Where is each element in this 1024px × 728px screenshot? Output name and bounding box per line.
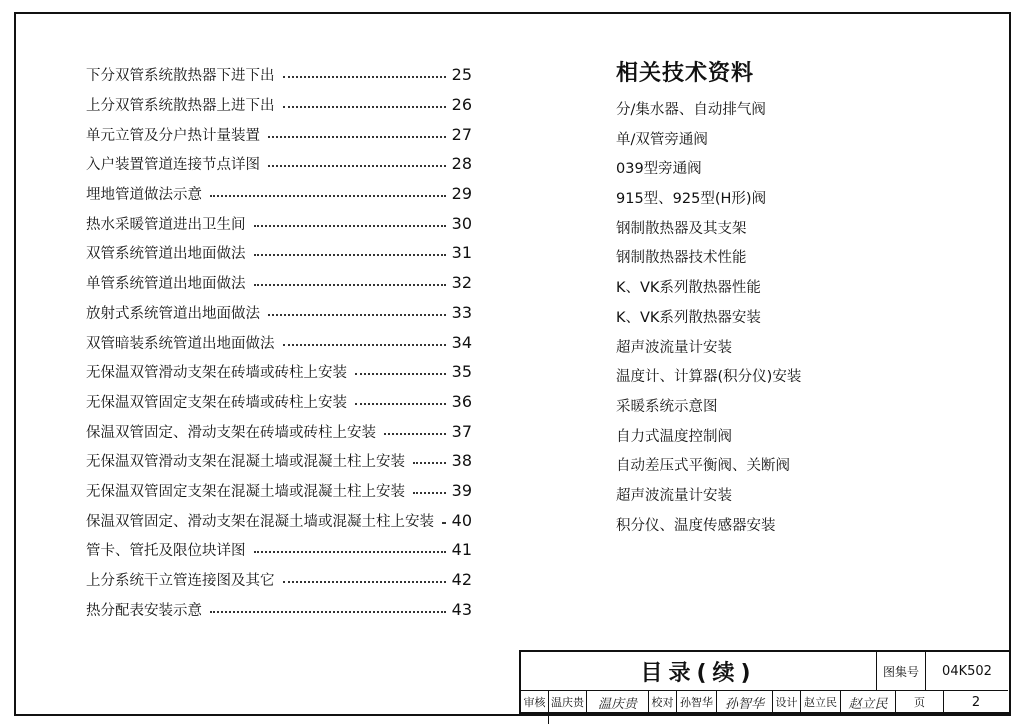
toc-entry-title: 入户装置管道连接节点详图 [86,153,264,174]
toc-entry-page: 27 [451,124,472,144]
dot-leader [210,194,446,197]
toc-entry-title: 无保温双管固定支架在混凝土墙或混凝土柱上安装 [86,480,409,501]
dot-leader [254,550,447,553]
related-item: K、VK系列散热器性能 [616,280,761,297]
signature-row [521,691,1008,713]
check-label: 校对 [649,691,677,713]
page-label: 页 [896,691,944,713]
toc-entry-page: 26 [451,95,472,115]
toc-entry-title: 无保温双管滑动支架在混凝土墙或混凝土柱上安装 [86,450,409,471]
toc-entry-page: 31 [451,243,472,263]
toc-entry-page: 34 [451,332,472,352]
toc-entry-page: 32 [451,273,472,293]
related-item: K、VK系列散热器安装 [616,309,761,326]
toc-entry-title: 热水采暖管道进出卫生间 [86,213,250,234]
toc-entry-title: 单管系统管道出地面做法 [86,272,250,293]
toc-entry-page: 30 [451,213,472,233]
dot-leader [254,283,447,286]
atlas-number: 04K502 [942,663,992,679]
toc-entry-page: 28 [451,154,472,174]
dot-leader [210,610,446,613]
toc-entry-page: 43 [451,599,472,619]
dot-leader [413,491,446,494]
toc-entry-title: 上分系统干立管连接图及其它 [86,569,279,590]
related-item: 积分仪、温度传感器安装 [616,517,776,534]
toc-entry [86,594,472,624]
toc-entry [86,268,472,298]
related-item: 自力式温度控制阀 [616,428,732,445]
toc-entry [86,238,472,268]
related-item: 温度计、计算器(积分仪)安装 [616,369,802,386]
dot-leader [254,224,447,227]
toc-entry-title: 单元立管及分户热计量装置 [86,124,264,145]
toc-entry [86,60,472,90]
toc-entry-page: 38 [451,451,472,471]
related-item: 039型旁通阀 [616,161,702,178]
toc-entry-page: 40 [451,510,472,530]
related-item: 分/集水器、自动排气阀 [616,102,766,118]
toc-entry [86,416,472,446]
checker-name: 孙智华 [677,691,717,713]
dot-leader [355,372,446,375]
toc-entry-page: 36 [451,391,472,411]
related-item: 超声波流量计安装 [616,339,732,356]
related-docs [616,58,946,541]
toc-entry [86,119,472,149]
related-heading: 相关技术资料 [616,61,755,86]
atlas-number-label: 图集号 [877,652,926,690]
toc-entry [86,90,472,120]
dot-leader [254,253,447,256]
toc-entry [86,565,472,595]
toc-list [86,60,472,624]
toc-entry-page: 39 [451,480,472,500]
toc-entry-title: 无保温双管固定支架在砖墙或砖柱上安装 [86,391,351,412]
related-item: 单/双管旁通阀 [616,131,708,148]
toc-entry-title: 双管系统管道出地面做法 [86,242,250,263]
related-item: 钢制散热器技术性能 [616,250,747,267]
toc-entry-title: 上分双管系统散热器上进下出 [86,94,279,115]
toc-entry-page: 35 [451,362,472,382]
drawing-title: 目录(续) [521,652,877,690]
design-label: 设计 [773,691,801,713]
page-number: 2 [971,694,981,710]
toc-entry-title: 保温双管固定、滑动支架在砖墙或砖柱上安装 [86,421,380,442]
toc-entry [86,179,472,209]
toc-entry-page: 41 [451,540,472,560]
dot-leader [283,75,447,78]
dot-leader [442,521,446,524]
dot-leader [283,580,447,583]
dot-leader [283,105,447,108]
toc-entry [86,535,472,565]
toc-entry [86,298,472,328]
toc-entry-page: 25 [451,65,472,85]
checker-signature: 孙智华 [717,691,773,713]
dot-leader [268,164,446,167]
related-item: 915型、925型(H形)阀 [616,191,767,208]
toc-entry-title: 埋地管道做法示意 [86,183,206,204]
related-list [616,96,946,541]
toc-entry [86,387,472,417]
toc-entry-title: 双管暗装系统管道出地面做法 [86,332,279,353]
toc-entry-page: 29 [451,184,472,204]
title-block [519,650,1010,714]
dot-leader [283,343,447,346]
toc-entry-title: 保温双管固定、滑动支架在混凝土墙或混凝土柱上安装 [86,510,438,531]
dot-leader [268,135,446,138]
toc-entry [86,446,472,476]
designer-signature: 赵立民 [841,691,896,713]
toc-entry [86,327,472,357]
dot-leader [384,432,446,435]
toc-entry [86,208,472,238]
review-label: 审核 [521,691,549,713]
dot-leader [355,402,446,405]
related-item: 超声波流量计安装 [616,487,732,504]
title-row [521,652,1008,691]
reviewer-signature: 温庆贵 [587,691,649,713]
designer-name: 赵立民 [801,691,841,713]
related-item: 自动差压式平衡阀、关断阀 [616,458,790,475]
toc-entry-title: 下分双管系统散热器下进下出 [86,64,279,85]
fold-mark [548,714,549,724]
toc-entry [86,149,472,179]
toc-entry [86,505,472,535]
toc-entry-title: 放射式系统管道出地面做法 [86,302,264,323]
related-item: 采暖系统示意图 [616,398,718,415]
toc-entry-title: 管卡、管托及限位块详图 [86,539,250,560]
toc-entry-page: 37 [451,421,472,441]
toc-entry-title: 无保温双管滑动支架在砖墙或砖柱上安装 [86,361,351,382]
toc-entry [86,476,472,506]
reviewer-name: 温庆贵 [549,691,587,713]
dot-leader [413,461,446,464]
toc-entry [86,357,472,387]
toc-entry-title: 热分配表安装示意 [86,599,206,620]
toc-entry-page: 42 [451,570,472,590]
toc-entry-page: 33 [451,302,472,322]
dot-leader [268,313,446,316]
related-item: 钢制散热器及其支架 [616,220,747,237]
